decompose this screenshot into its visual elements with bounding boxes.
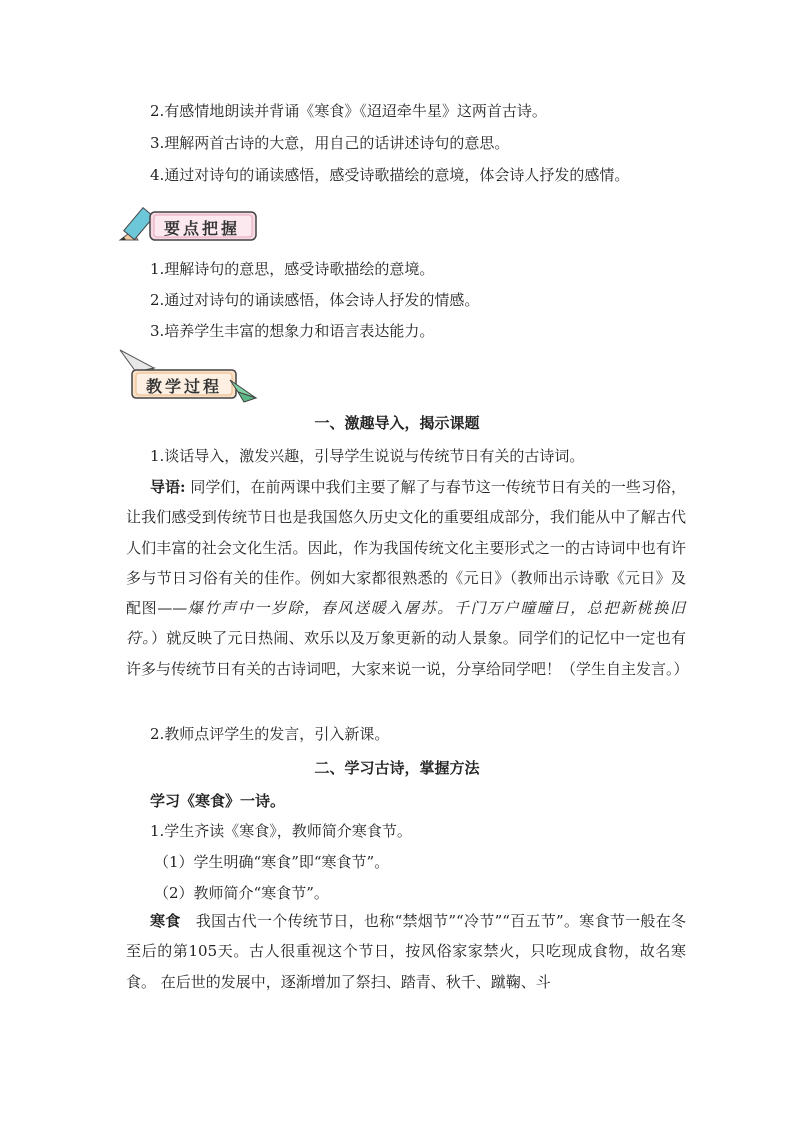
key-point-1: 1.理解诗句的意思，感受诗歌描绘的意境。: [150, 260, 435, 278]
teaching-process-badge-label: 教学过程: [146, 377, 223, 396]
intro-paragraph: [126, 472, 689, 684]
key-points-badge: [118, 200, 258, 246]
section2-heading: 二、学习古诗，掌握方法: [314, 759, 480, 777]
hanshi-text: 我国古代一个传统节日，也称“禁烟节”“冷节”“百五节”。寒食节一般在冬至后的第105天。古人很重视这个节日，按风俗家家禁火，只吃现成食物，故名寒食。 在后世的发展中，逐渐增加了祭扫、踏青、秋千、蹴鞠、斗: [126, 912, 686, 991]
hanshi-paragraph: [126, 906, 686, 997]
hanshi-label: 寒食: [150, 912, 181, 930]
key-point-3: 3.培养学生丰富的想象力和语言表达能力。: [150, 322, 435, 340]
section1-item-2: 2.教师点评学生的发言，引入新课。: [150, 725, 390, 743]
intro-label: 导语:: [150, 478, 186, 496]
objective-4: 4.通过对诗句的诵读感悟，感受诗歌描绘的意境，体会诗人抒发的感情。: [150, 166, 630, 184]
section2-item-1: 1.学生齐读《寒食》，教师简介寒食节。: [150, 822, 412, 840]
section1-item-1: 1.谈话导入，激发兴趣，引导学生说说与传统节日有关的古诗词。: [150, 447, 585, 465]
section2-item-1a: （1）学生明确“寒食”即“寒食节”。: [154, 853, 390, 871]
intro-poem: 爆竹声中一岁除，春风送暖入屠苏。千门万户曈曈日，总把新桃换旧符。: [126, 599, 686, 648]
section2-subheading: 学习《寒食》一诗。: [150, 792, 286, 810]
section1-heading: 一、激趣导入，揭示课题: [314, 414, 480, 432]
teaching-process-badge: [118, 348, 258, 406]
objective-3: 3.理解两首古诗的大意，用自己的话讲述诗句的意思。: [150, 134, 510, 152]
objective-2: 2.有感情地朗读并背诵《寒食》《迢迢牵牛星》这两首古诗。: [150, 102, 547, 120]
intro-text-a: 同学们，在前两课中我们主要了解了与春节这一传统节日有关的一些习俗，让我们感受到传统节日也是我国悠久历史文化的重要组成部分，我们能从中了解古代人们丰富的社会文化生活。因此，作为我国传统文化主要形式之一的古诗词中也有许多与节日习俗有关的佳作。例如大家都很熟悉的《元日》（教师出示诗歌《元日》及配图——: [126, 478, 686, 618]
intro-text-b: ）就反映了元日热闹、欢乐以及万象更新的动人景象。同学们的记忆中一定也有许多与传统节日有关的古诗词吧，大家来说一说，分享给同学吧！（学生自主发言。）: [126, 629, 689, 678]
key-point-2: 2.通过对诗句的诵读感悟，体会诗人抒发的情感。: [150, 291, 480, 309]
key-points-badge-label: 要点把握: [164, 219, 241, 238]
section2-item-1b: （2）教师简介“寒食节”。: [154, 884, 329, 902]
